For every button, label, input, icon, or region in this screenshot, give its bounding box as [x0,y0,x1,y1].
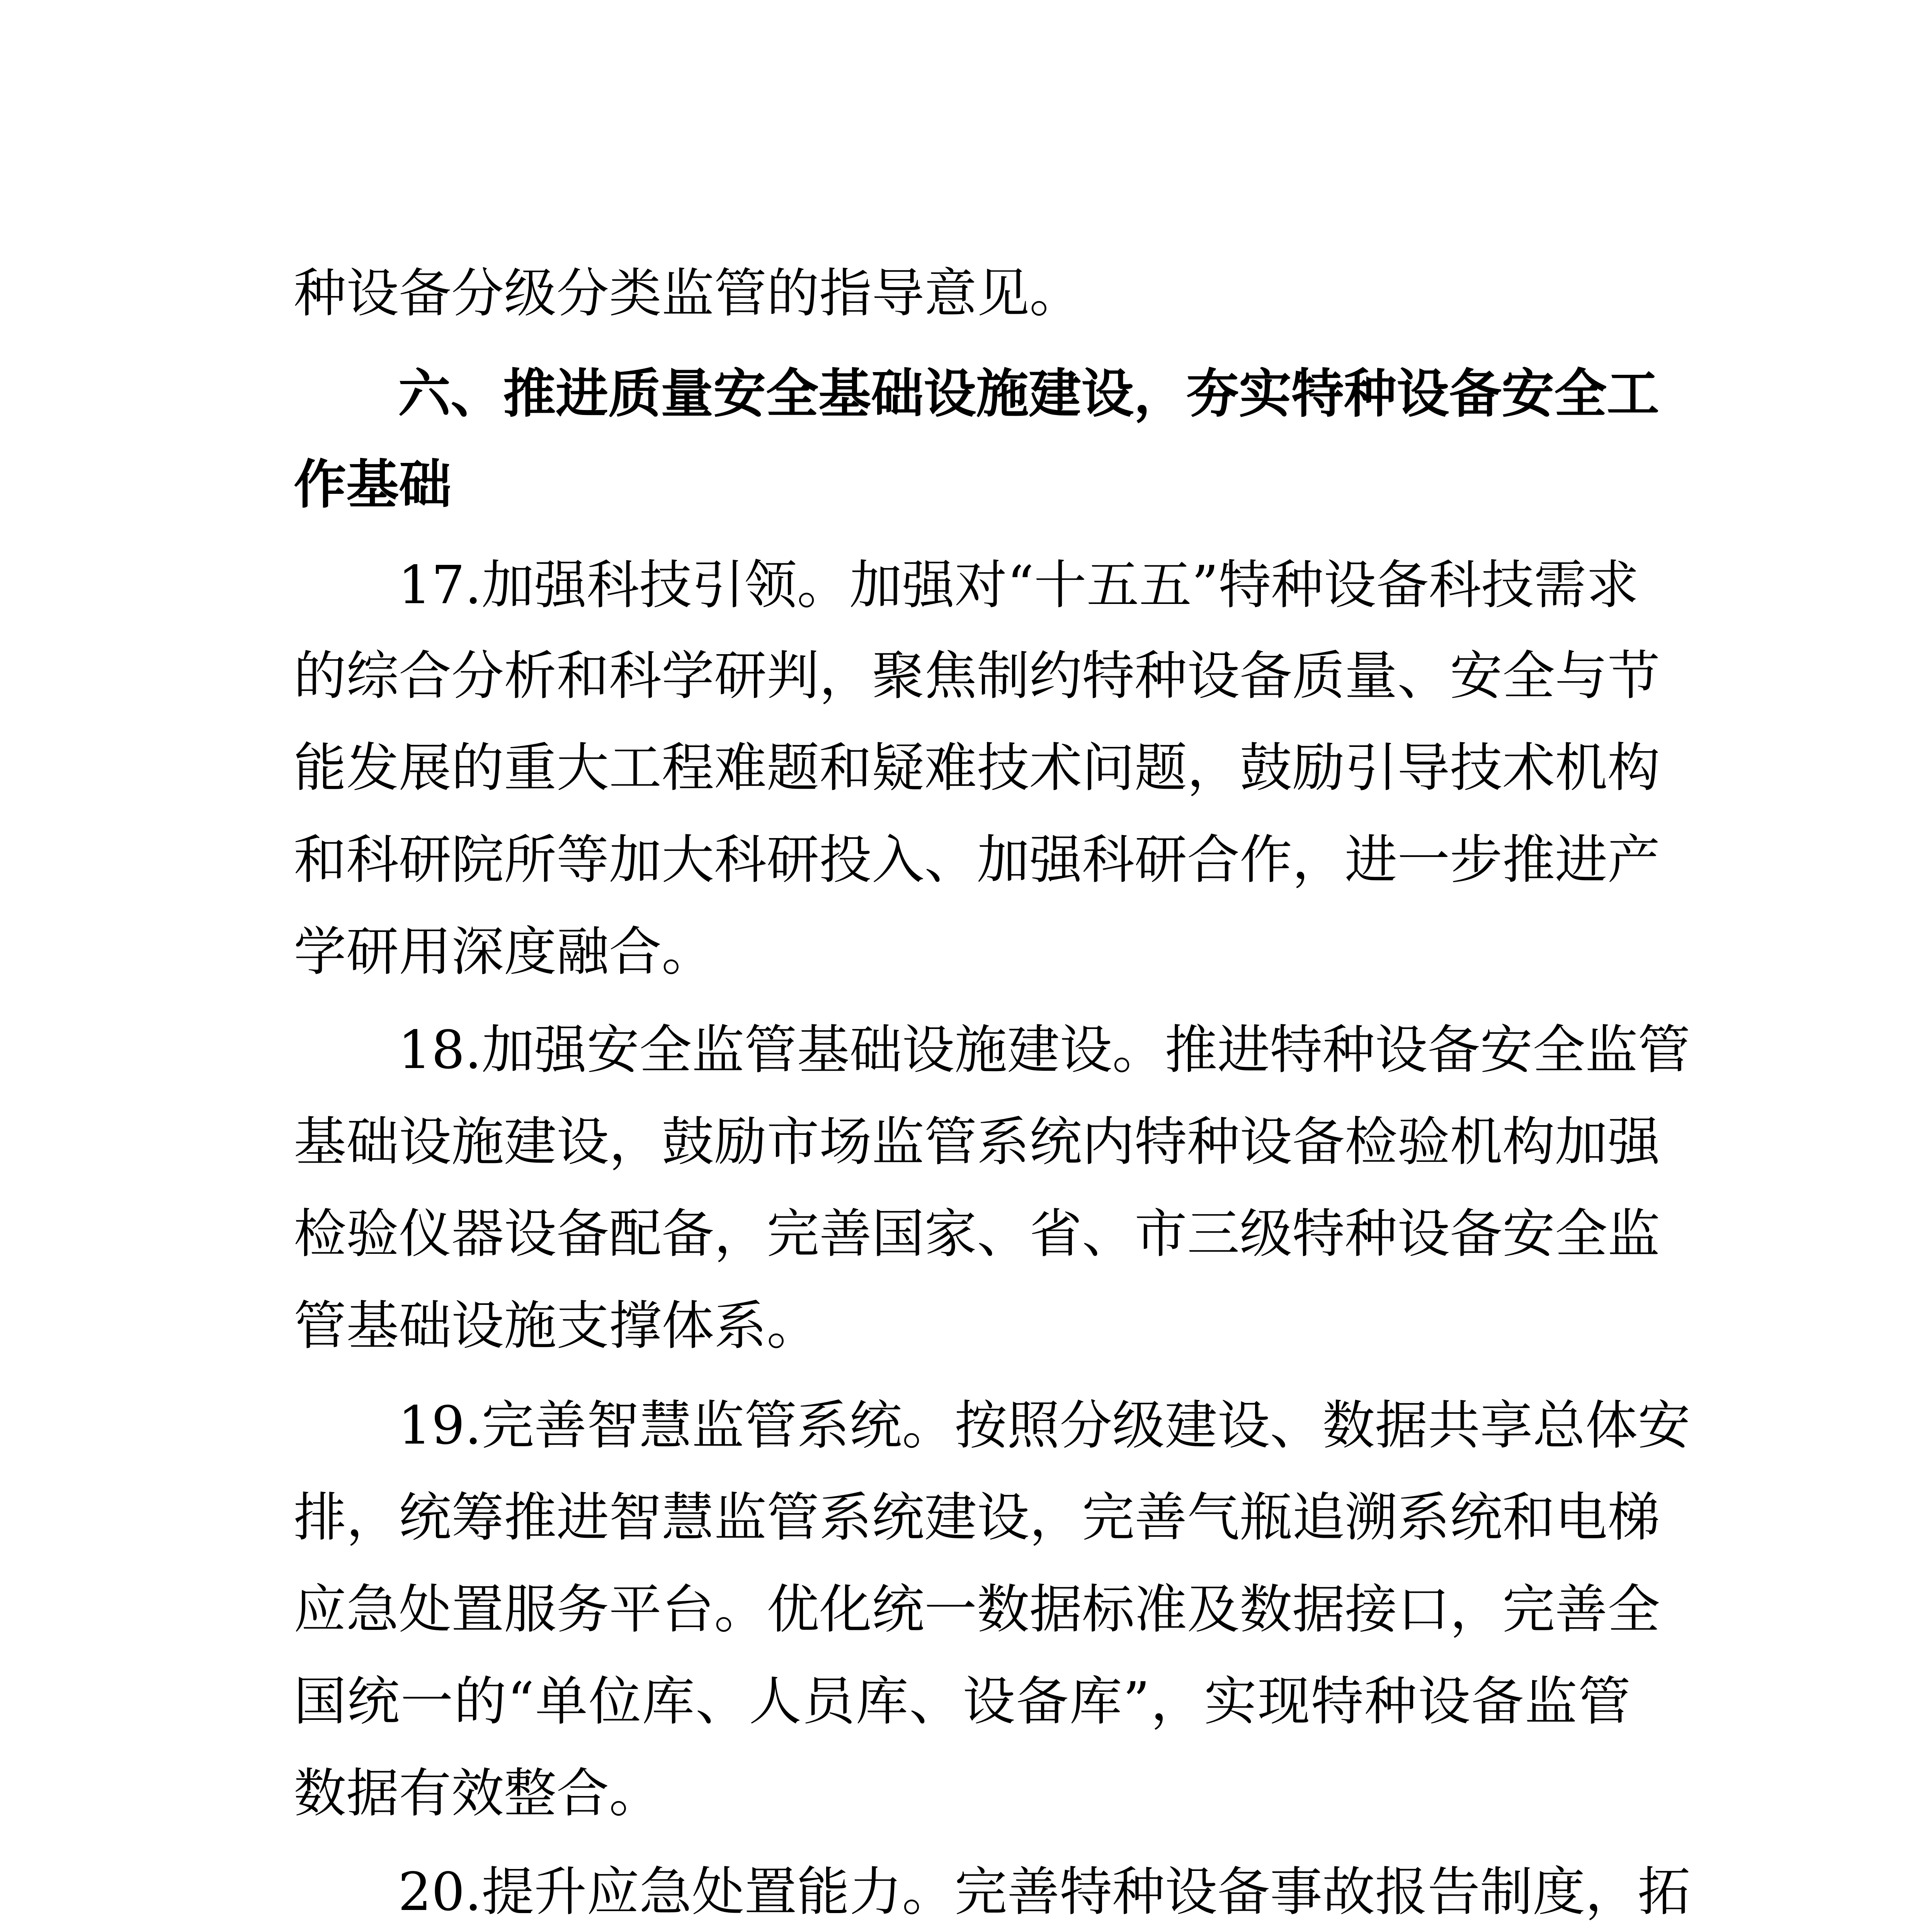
body-line: 学研用深度融合。 [294,922,714,983]
body-line: 应急处置服务平台。优化统一数据标准及数据接口，完善全 [294,1579,1660,1640]
paragraph-18-first-line: 18.加强安全监管基础设施建设。推进特种设备安全监管 [398,1020,1691,1081]
body-line: 种设备分级分类监管的指导意见。 [294,263,1082,324]
body-line: 的综合分析和科学研判，聚焦制约特种设备质量、安全与节 [294,646,1660,707]
paragraph-17-first-line: 17.加强科技引领。加强对“十五五”特种设备科技需求 [398,555,1639,616]
paragraph-19-first-line: 19.完善智慧监管系统。按照分级建设、数据共享总体安 [398,1395,1691,1456]
body-line: 基础设施建设，鼓励市场监管系统内特种设备检验机构加强 [294,1112,1660,1173]
body-line: 检验仪器设备配备，完善国家、省、市三级特种设备安全监 [294,1204,1660,1265]
body-line: 排，统筹推进智慧监管系统建设，完善气瓶追溯系统和电梯 [294,1487,1660,1548]
body-line: 国统一的“单位库、人员库、设备库”，实现特种设备监管 [294,1671,1631,1732]
section-heading-line: 作基础 [294,454,451,515]
paragraph-20-first-line: 20.提升应急处置能力。完善特种设备事故报告制度，拓 [398,1862,1691,1923]
section-heading-line: 六、推进质量安全基础设施建设，夯实特种设备安全工 [398,364,1659,425]
body-line: 管基础设施支撑体系。 [294,1296,819,1357]
body-line: 和科研院所等加大科研投入、加强科研合作，进一步推进产 [294,830,1660,891]
body-line: 能发展的重大工程难题和疑难技术问题，鼓励引导技术机构 [294,738,1660,799]
body-line: 数据有效整合。 [294,1763,662,1824]
